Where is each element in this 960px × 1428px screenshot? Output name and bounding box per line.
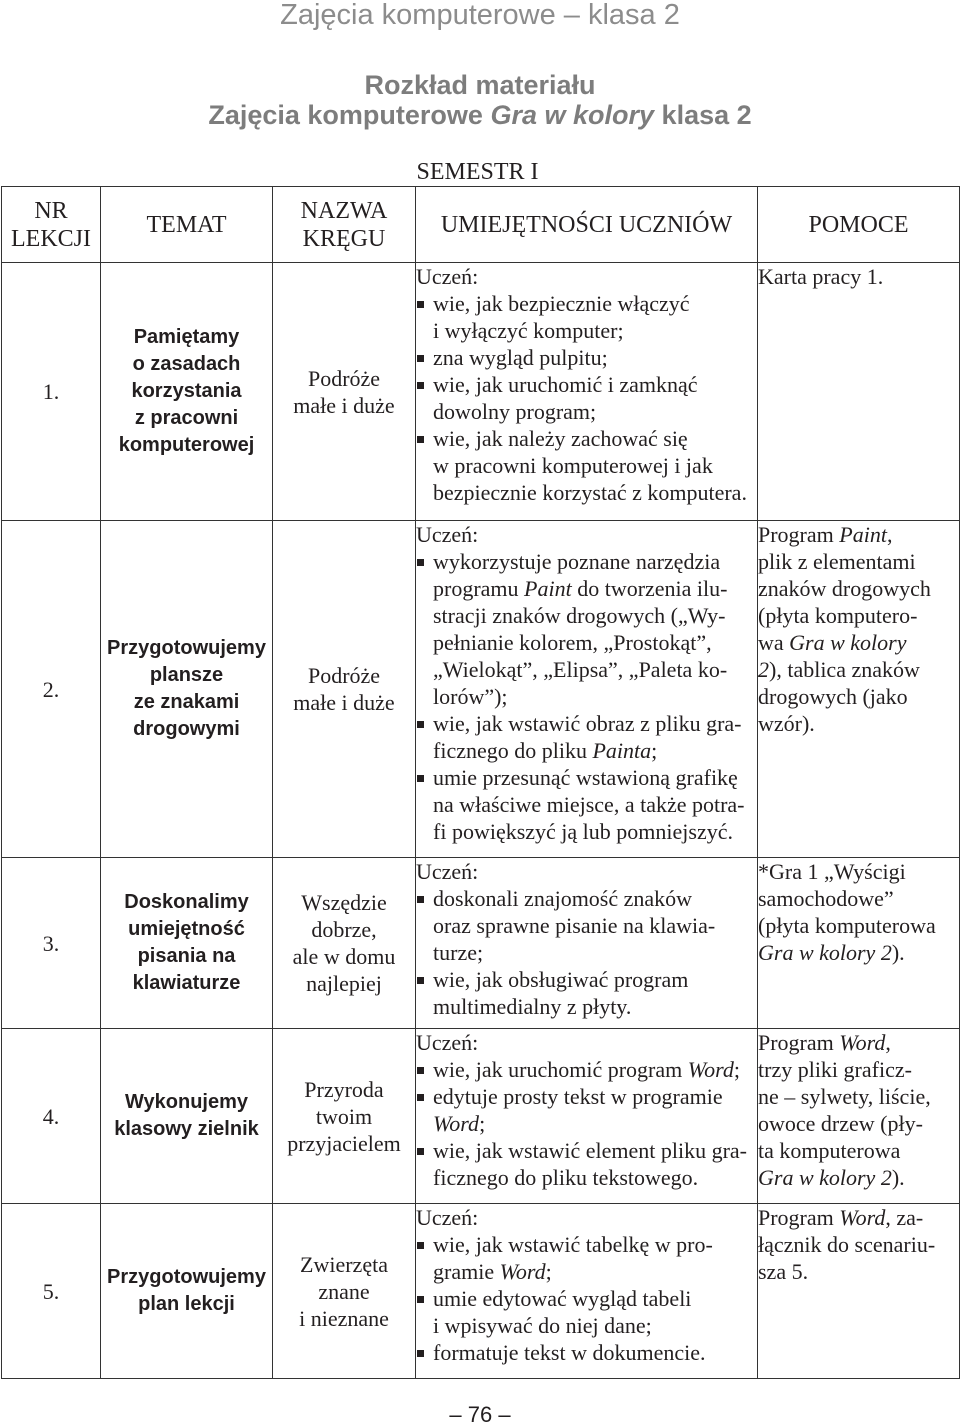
- lesson-topic: Pamiętamy o zasadach korzystania z pracowni komputerowej: [101, 263, 273, 521]
- skill-item: [416, 1056, 757, 1083]
- skills-intro: Uczeń:: [416, 522, 479, 547]
- text-line: [758, 629, 959, 656]
- bullet-square-icon: [417, 775, 424, 782]
- skills-intro: Uczeń:: [416, 264, 479, 289]
- skill-item: [416, 1231, 757, 1285]
- lesson-number: 5.: [2, 1204, 101, 1379]
- text-line: bezpiecznie korzystać z komputera.: [433, 480, 747, 505]
- text-line: wie, jak wstawić tabelkę w pro-: [433, 1232, 713, 1257]
- text-line: [433, 737, 757, 764]
- text-line: zna wygląd pulpitu;: [433, 345, 608, 370]
- text-run: ;: [733, 1057, 740, 1082]
- text-line: sza 5.: [758, 1259, 809, 1284]
- syllabus-table: [1, 186, 960, 1379]
- text-line: ficznego do pliku tekstowego.: [433, 1165, 699, 1190]
- text-run: do tworzenia ilu-: [571, 576, 728, 601]
- bullet-square-icon: [417, 721, 424, 728]
- teaching-aids: [758, 521, 960, 858]
- skills-intro: Uczeń:: [416, 859, 479, 884]
- subtitle-text: Zajęcia komputerowe: [208, 100, 483, 130]
- bullet-square-icon: [417, 1094, 424, 1101]
- text-line: plik z elementami: [758, 549, 916, 574]
- header-circle-name: NAZWA KRĘGU: [273, 187, 416, 263]
- student-skills: [416, 263, 758, 521]
- teaching-aids: [758, 263, 960, 521]
- italic-text-run: Gra w kolory: [789, 630, 907, 655]
- text-run: programu: [433, 576, 525, 601]
- student-skills: [416, 1204, 758, 1379]
- skill-list: [416, 885, 757, 1020]
- bullet-square-icon: [417, 301, 424, 308]
- text-line: pełnianie kolorem, „Prostokąt”,: [433, 630, 712, 655]
- text-line: wie, jak wstawić obraz z pliku gra-: [433, 711, 742, 736]
- text-line: wie, jak obsługiwać program: [433, 967, 689, 992]
- text-line: [433, 1110, 757, 1137]
- subtitle-italic-text: Gra w kolory: [490, 100, 655, 130]
- lesson-topic: Doskonalimy umiejętność pisania na klawiaturze: [101, 858, 273, 1029]
- skill-item: [416, 1285, 757, 1339]
- text-line: umie edytować wygląd tabeli: [433, 1286, 692, 1311]
- bullet-square-icon: [417, 382, 424, 389]
- bullet-square-icon: [417, 1296, 424, 1303]
- text-line: [433, 1056, 757, 1083]
- text-line: drogowych (jako: [758, 684, 908, 709]
- text-line: wykorzystuje poznane narzędzia: [433, 549, 721, 574]
- header-row: [2, 187, 960, 263]
- circle-name: Przyroda twoim przyjacielem: [273, 1029, 416, 1204]
- bullet-square-icon: [417, 1067, 424, 1074]
- text-line: turze;: [433, 940, 484, 965]
- page-subtitle: [0, 100, 960, 130]
- italic-text-run: Paint: [524, 576, 572, 601]
- text-line: wzór).: [758, 711, 815, 736]
- bullet-square-icon: [417, 559, 424, 566]
- text-run: Program: [758, 1030, 840, 1055]
- lesson-topic: Wykonujemy klasowy zielnik: [101, 1029, 273, 1204]
- text-line: dowolny program;: [433, 399, 597, 424]
- table-row: [2, 263, 960, 521]
- text-line: na właściwe miejsce, a także potra-: [433, 792, 745, 817]
- text-line: i wpisywać do niej dane;: [433, 1313, 652, 1338]
- text-line: wie, jak uruchomić i zamknąć: [433, 372, 698, 397]
- page-number: – 76 –: [449, 1402, 511, 1427]
- bullet-square-icon: [417, 436, 424, 443]
- text-run: ;: [479, 1111, 486, 1136]
- skill-item: [416, 290, 757, 344]
- text-line: formatuje tekst w dokumencie.: [433, 1340, 706, 1365]
- header-teaching-aids: POMOCE: [758, 187, 960, 263]
- skill-list: [416, 1056, 757, 1191]
- text-line: „Wielokąt”, „Elipsa”, „Paleta ko-: [433, 657, 728, 682]
- teaching-aids: [758, 1029, 960, 1204]
- skill-item: [416, 425, 757, 506]
- skill-item: [416, 344, 757, 371]
- skill-list: [416, 1231, 757, 1366]
- teaching-aids: [758, 858, 960, 1029]
- text-line: [758, 656, 959, 683]
- italic-text-run: Word: [499, 1259, 546, 1284]
- table-row: [2, 858, 960, 1029]
- italic-text-run: Word: [839, 1205, 886, 1230]
- lesson-number: 1.: [2, 263, 101, 521]
- text-line: [758, 1029, 959, 1056]
- table-body: [2, 263, 960, 1379]
- table-row: [2, 521, 960, 858]
- text-line: i wyłączyć komputer;: [433, 318, 624, 343]
- italic-text-run: 2: [758, 657, 769, 682]
- text-line: (płyta komputero-: [758, 603, 918, 628]
- text-line: stracji znaków drogowych („Wy-: [433, 603, 726, 628]
- text-run: gramie: [433, 1259, 500, 1284]
- bullet-square-icon: [417, 977, 424, 984]
- bullet-square-icon: [417, 355, 424, 362]
- running-head: Zajęcia komputerowe – klasa 2: [280, 0, 680, 31]
- text-line: owoce drzew (pły-: [758, 1111, 923, 1136]
- text-line: Karta pracy 1.: [758, 264, 884, 289]
- table-header: [2, 187, 960, 263]
- text-line: *Gra 1 „Wyścigi: [758, 859, 906, 884]
- skills-intro: Uczeń:: [416, 1205, 479, 1230]
- text-line: [758, 1164, 959, 1191]
- student-skills: [416, 521, 758, 858]
- text-line: wie, jak bezpiecznie włączyć: [433, 291, 690, 316]
- lesson-topic: Przygotowujemy plan lekcji: [101, 1204, 273, 1379]
- italic-text-run: Painta: [592, 738, 652, 763]
- text-line: [758, 939, 959, 966]
- lesson-topic: Przygotowujemy plansze ze znakami drogowymi: [101, 521, 273, 858]
- header-lesson-number: NR LEKCJI: [2, 187, 101, 263]
- text-line: wie, jak wstawić element pliku gra-: [433, 1138, 748, 1163]
- italic-text-run: Word: [687, 1057, 734, 1082]
- text-line: [758, 521, 959, 548]
- subtitle-text-end: klasa 2: [661, 100, 752, 130]
- text-line: edytuje prosty tekst w programie: [433, 1084, 723, 1109]
- text-run: ).: [891, 1165, 905, 1190]
- student-skills: [416, 858, 758, 1029]
- circle-name: Podróże małe i duże: [273, 521, 416, 858]
- italic-text-run: Paint: [839, 522, 887, 547]
- table-row: [2, 1029, 960, 1204]
- lesson-number: 4.: [2, 1029, 101, 1204]
- text-run: ).: [891, 940, 905, 965]
- text-line: lorów”);: [433, 684, 508, 709]
- skill-item: [416, 885, 757, 966]
- italic-text-run: Gra w kolory 2: [758, 940, 892, 965]
- skill-list: [416, 548, 757, 845]
- text-line: oraz sprawne pisanie na klawia-: [433, 913, 716, 938]
- text-line: [758, 1204, 959, 1231]
- skills-intro: Uczeń:: [416, 1030, 479, 1055]
- text-line: samochodowe”: [758, 886, 894, 911]
- text-run: ,: [885, 1030, 891, 1055]
- bullet-square-icon: [417, 896, 424, 903]
- text-line: [433, 575, 757, 602]
- text-line: umie przesunąć wstawioną grafikę: [433, 765, 738, 790]
- skill-item: [416, 1137, 757, 1191]
- text-run: ;: [651, 738, 658, 763]
- text-line: łącznik do scenariu-: [758, 1232, 936, 1257]
- text-line: (płyta komputerowa: [758, 913, 936, 938]
- bullet-square-icon: [417, 1148, 424, 1155]
- bullet-square-icon: [417, 1242, 424, 1249]
- text-run: Program: [758, 522, 840, 547]
- italic-text-run: Word: [433, 1111, 480, 1136]
- skill-item: [416, 764, 757, 845]
- header-topic: TEMAT: [101, 187, 273, 263]
- text-line: [433, 1258, 757, 1285]
- page-title: Rozkład materiału: [364, 70, 596, 100]
- skill-item: [416, 1083, 757, 1137]
- text-line: ne – sylwety, liście,: [758, 1084, 931, 1109]
- skill-item: [416, 1339, 757, 1366]
- header-student-skills: UMIEJĘTNOŚCI UCZNIÓW: [416, 187, 758, 263]
- text-line: ta komputerowa: [758, 1138, 901, 1163]
- teaching-aids: [758, 1204, 960, 1379]
- skill-item: [416, 710, 757, 764]
- skill-list: [416, 290, 757, 506]
- italic-text-run: Gra w kolory 2: [758, 1165, 892, 1190]
- text-line: doskonali znajomość znaków: [433, 886, 693, 911]
- text-run: wie, jak uruchomić program: [433, 1057, 688, 1082]
- lesson-number: 2.: [2, 521, 101, 858]
- semester-label: SEMESTR I: [416, 159, 539, 185]
- skill-item: [416, 966, 757, 1020]
- text-run: ficznego do pliku: [433, 738, 593, 763]
- text-run: wa: [758, 630, 790, 655]
- circle-name: Zwierzęta znane i nieznane: [273, 1204, 416, 1379]
- bullet-square-icon: [417, 1350, 424, 1357]
- text-line: w pracowni komputerowej i jak: [433, 453, 713, 478]
- text-line: znaków drogowych: [758, 576, 931, 601]
- circle-name: Wszędzie dobrze, ale w domu najlepiej: [273, 858, 416, 1029]
- text-run: Program: [758, 1205, 840, 1230]
- text-run: ;: [545, 1259, 552, 1284]
- lesson-number: 3.: [2, 858, 101, 1029]
- text-run: , za-: [885, 1205, 924, 1230]
- text-line: trzy pliki graficz-: [758, 1057, 912, 1082]
- text-line: multimedialny z płyty.: [433, 994, 632, 1019]
- skill-item: [416, 548, 757, 710]
- italic-text-run: Word: [839, 1030, 886, 1055]
- text-run: ,: [886, 522, 893, 547]
- student-skills: [416, 1029, 758, 1204]
- text-run: ), tablica znaków: [769, 657, 920, 682]
- circle-name: Podróże małe i duże: [273, 263, 416, 521]
- skill-item: [416, 371, 757, 425]
- table-row: [2, 1204, 960, 1379]
- text-line: fi powiększyć ją lub pomniejszyć.: [433, 819, 733, 844]
- text-line: wie, jak należy zachować się: [433, 426, 688, 451]
